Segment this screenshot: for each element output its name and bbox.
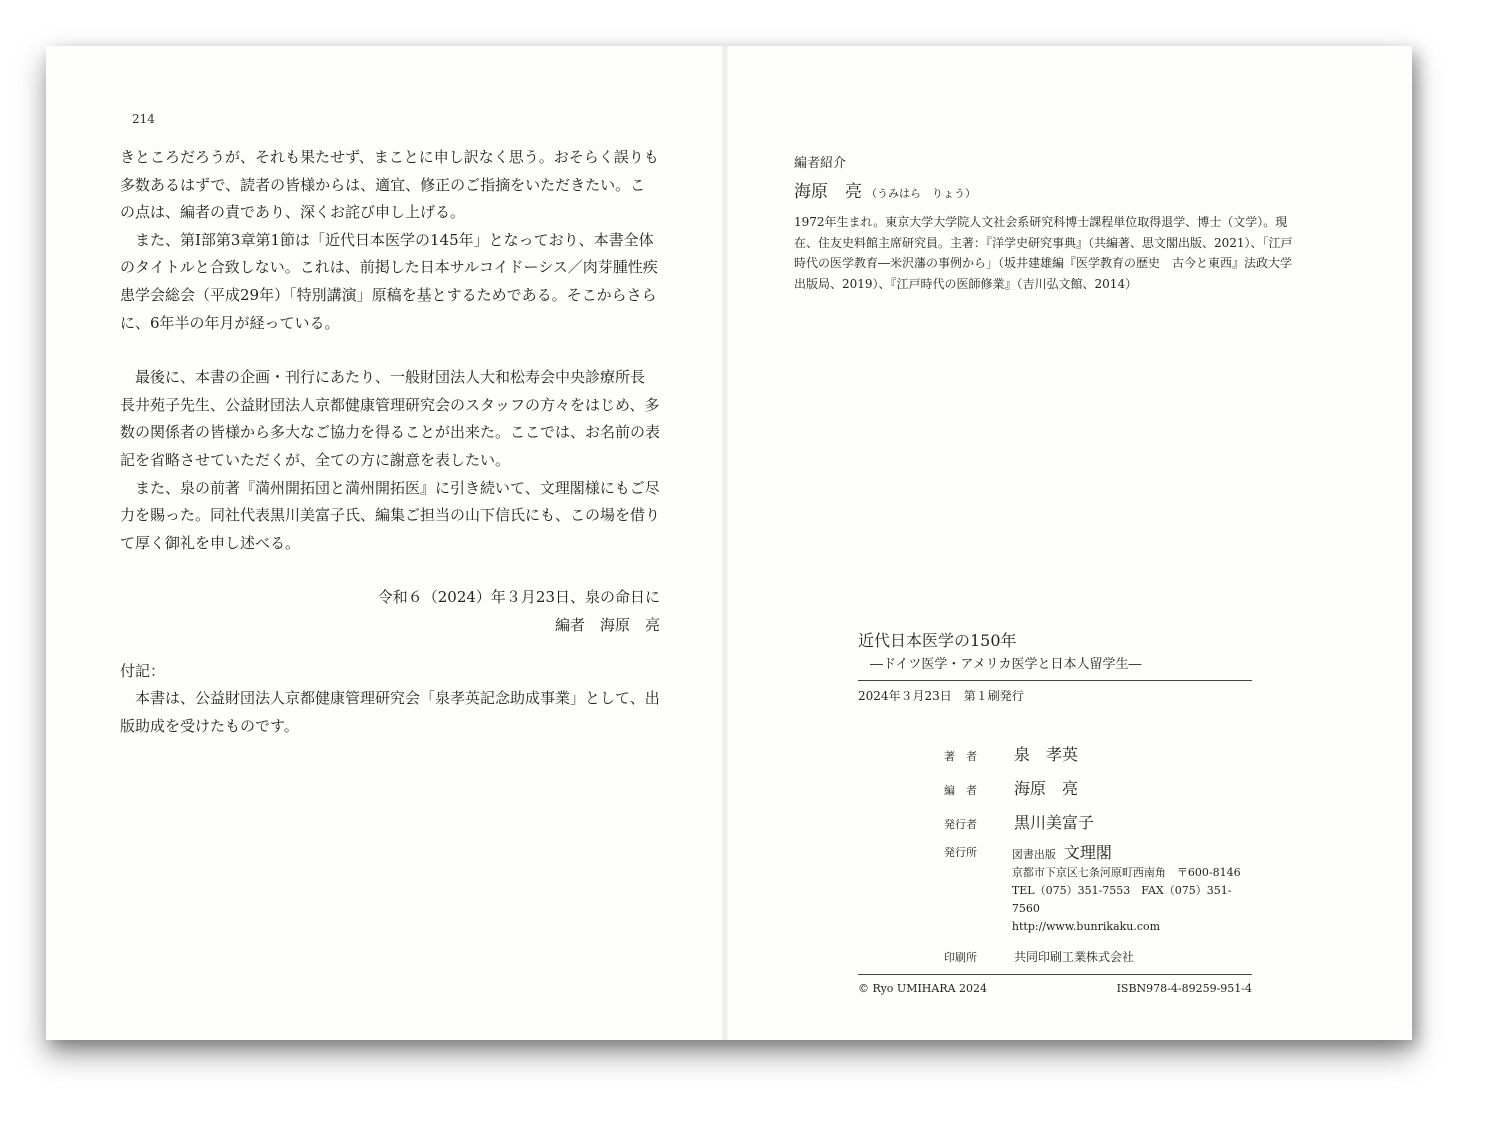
book-subtitle: ―ドイツ医学・アメリカ医学と日本人留学生―	[870, 657, 1142, 672]
author-name: 泉 孝英	[1014, 745, 1079, 764]
issuer-role: 発行者	[944, 818, 977, 831]
issuer-name: 黒川美富子	[1014, 813, 1095, 832]
publisher-row	[944, 844, 1252, 936]
signature-name: 編者 海原 亮	[554, 615, 660, 634]
paragraph: 最後に、本書の企画・刊行にあたり、一般財団法人大和松寿会中央診療所長 長井苑子先生、公益財団法人京都健康管理研究会のスタッフの方々をはじめ、多数の関係者の皆様から多大なご協力を得ることが出来た。ここでは、お名前の表記を省略させていただくが、全ての方に謝意を表したい。	[120, 368, 661, 469]
page-gutter	[722, 46, 728, 1040]
publisher-address: 京都市下京区七条河原町西南角 〒600-8146	[1011, 866, 1241, 879]
note-text: 本書は、公益財団法人京都健康管理研究会「泉孝英記念助成事業」として、出版助成を受けたものです。	[120, 689, 660, 735]
book-title: 近代日本医学の150年	[858, 631, 1017, 650]
note-heading: 付記：	[120, 661, 166, 680]
publisher-url: http://www.bunrikaku.com	[1011, 920, 1161, 933]
publisher-details	[1012, 844, 1252, 936]
editor-bio: 1972年生まれ。東京大学大学院人文社会系研究科博士課程単位取得退学、博士（文学）。現在、住友史料館主席研究員。主著：『洋学史研究事典』（共編著、思文閣出版、2021）、「江戸時代の医学教育―米沢藩の事例から」（坂井建雄編『医学教育の歴史 古今と東西』法政大学出版局、2019）、『江戸時代の医師修業』（吉川弘文館、2014）	[794, 215, 1293, 291]
printer-name: 共同印刷工業株式会社	[1014, 950, 1135, 964]
issuer-row	[944, 810, 1252, 833]
editor-role: 編 者	[944, 784, 977, 797]
copyright: © Ryo UMIHARA 2024	[858, 982, 988, 995]
divider	[858, 680, 1252, 681]
paragraph: また、泉の前著『満州開拓団と満州開拓医』に引き続いて、文理閣様にもご尽力を賜った。同社代表黒川美富子氏、編集ご担当の山下信氏にも、この場を借りて厚く御礼を申し述べる。	[120, 478, 661, 552]
printer-row	[944, 948, 1252, 965]
publisher-prefix: 図書出版	[1011, 848, 1056, 861]
paragraph: きところだろうが、それも果たせず、まことに申し訳なく思う。おそらく誤りも多数あるはずで、読者の皆様からは、適宜、修正のご指摘をいただきたい。この点は、編者の責であり、深くお詫び申し上げる。	[120, 148, 659, 222]
book-spread	[46, 46, 1412, 1040]
paragraph-gap	[120, 337, 660, 364]
editor-name-row	[794, 177, 976, 202]
isbn: ISBN978-4-89259-951-4	[1116, 982, 1252, 995]
copyright-row	[858, 982, 1252, 995]
edition-date: 2024年３月23日 第１刷発行	[858, 689, 1024, 703]
colophon-editor-name: 海原 亮	[1014, 779, 1079, 798]
credits	[944, 742, 1252, 965]
author-row	[944, 742, 1252, 765]
publisher-role: 発行所	[944, 846, 977, 859]
page-number: 214	[132, 112, 155, 126]
editor-row	[944, 776, 1252, 799]
editor-name: 海原 亮	[794, 182, 862, 202]
publisher-name: 文理閣	[1063, 843, 1112, 862]
publisher-name-line	[1012, 844, 1252, 864]
author-role: 著 者	[944, 750, 977, 763]
editor-reading: （うみはら りょう）	[866, 187, 976, 200]
colophon	[858, 628, 1252, 995]
bio-heading: 編者紹介	[794, 156, 847, 171]
signature-date: 令和６（2024）年３月23日、泉の命日に	[377, 588, 660, 607]
left-page-body	[120, 144, 660, 740]
printer-role: 印刷所	[944, 951, 977, 964]
paragraph-gap	[120, 557, 660, 584]
paragraph: また、第Ⅰ部第3章第1節は「近代日本医学の145年」となっており、本書全体のタイトルと合致しない。これは、前掲した日本サルコイドーシス／肉芽腫性疾患学会総会（平成29年）「特別講演」原稿を基とするためである。そこからさらに、6年半の年月が経っている。	[120, 230, 658, 332]
publisher-phone: TEL（075）351-7553 FAX（075）351-7560	[1011, 884, 1232, 915]
divider	[858, 974, 1252, 975]
